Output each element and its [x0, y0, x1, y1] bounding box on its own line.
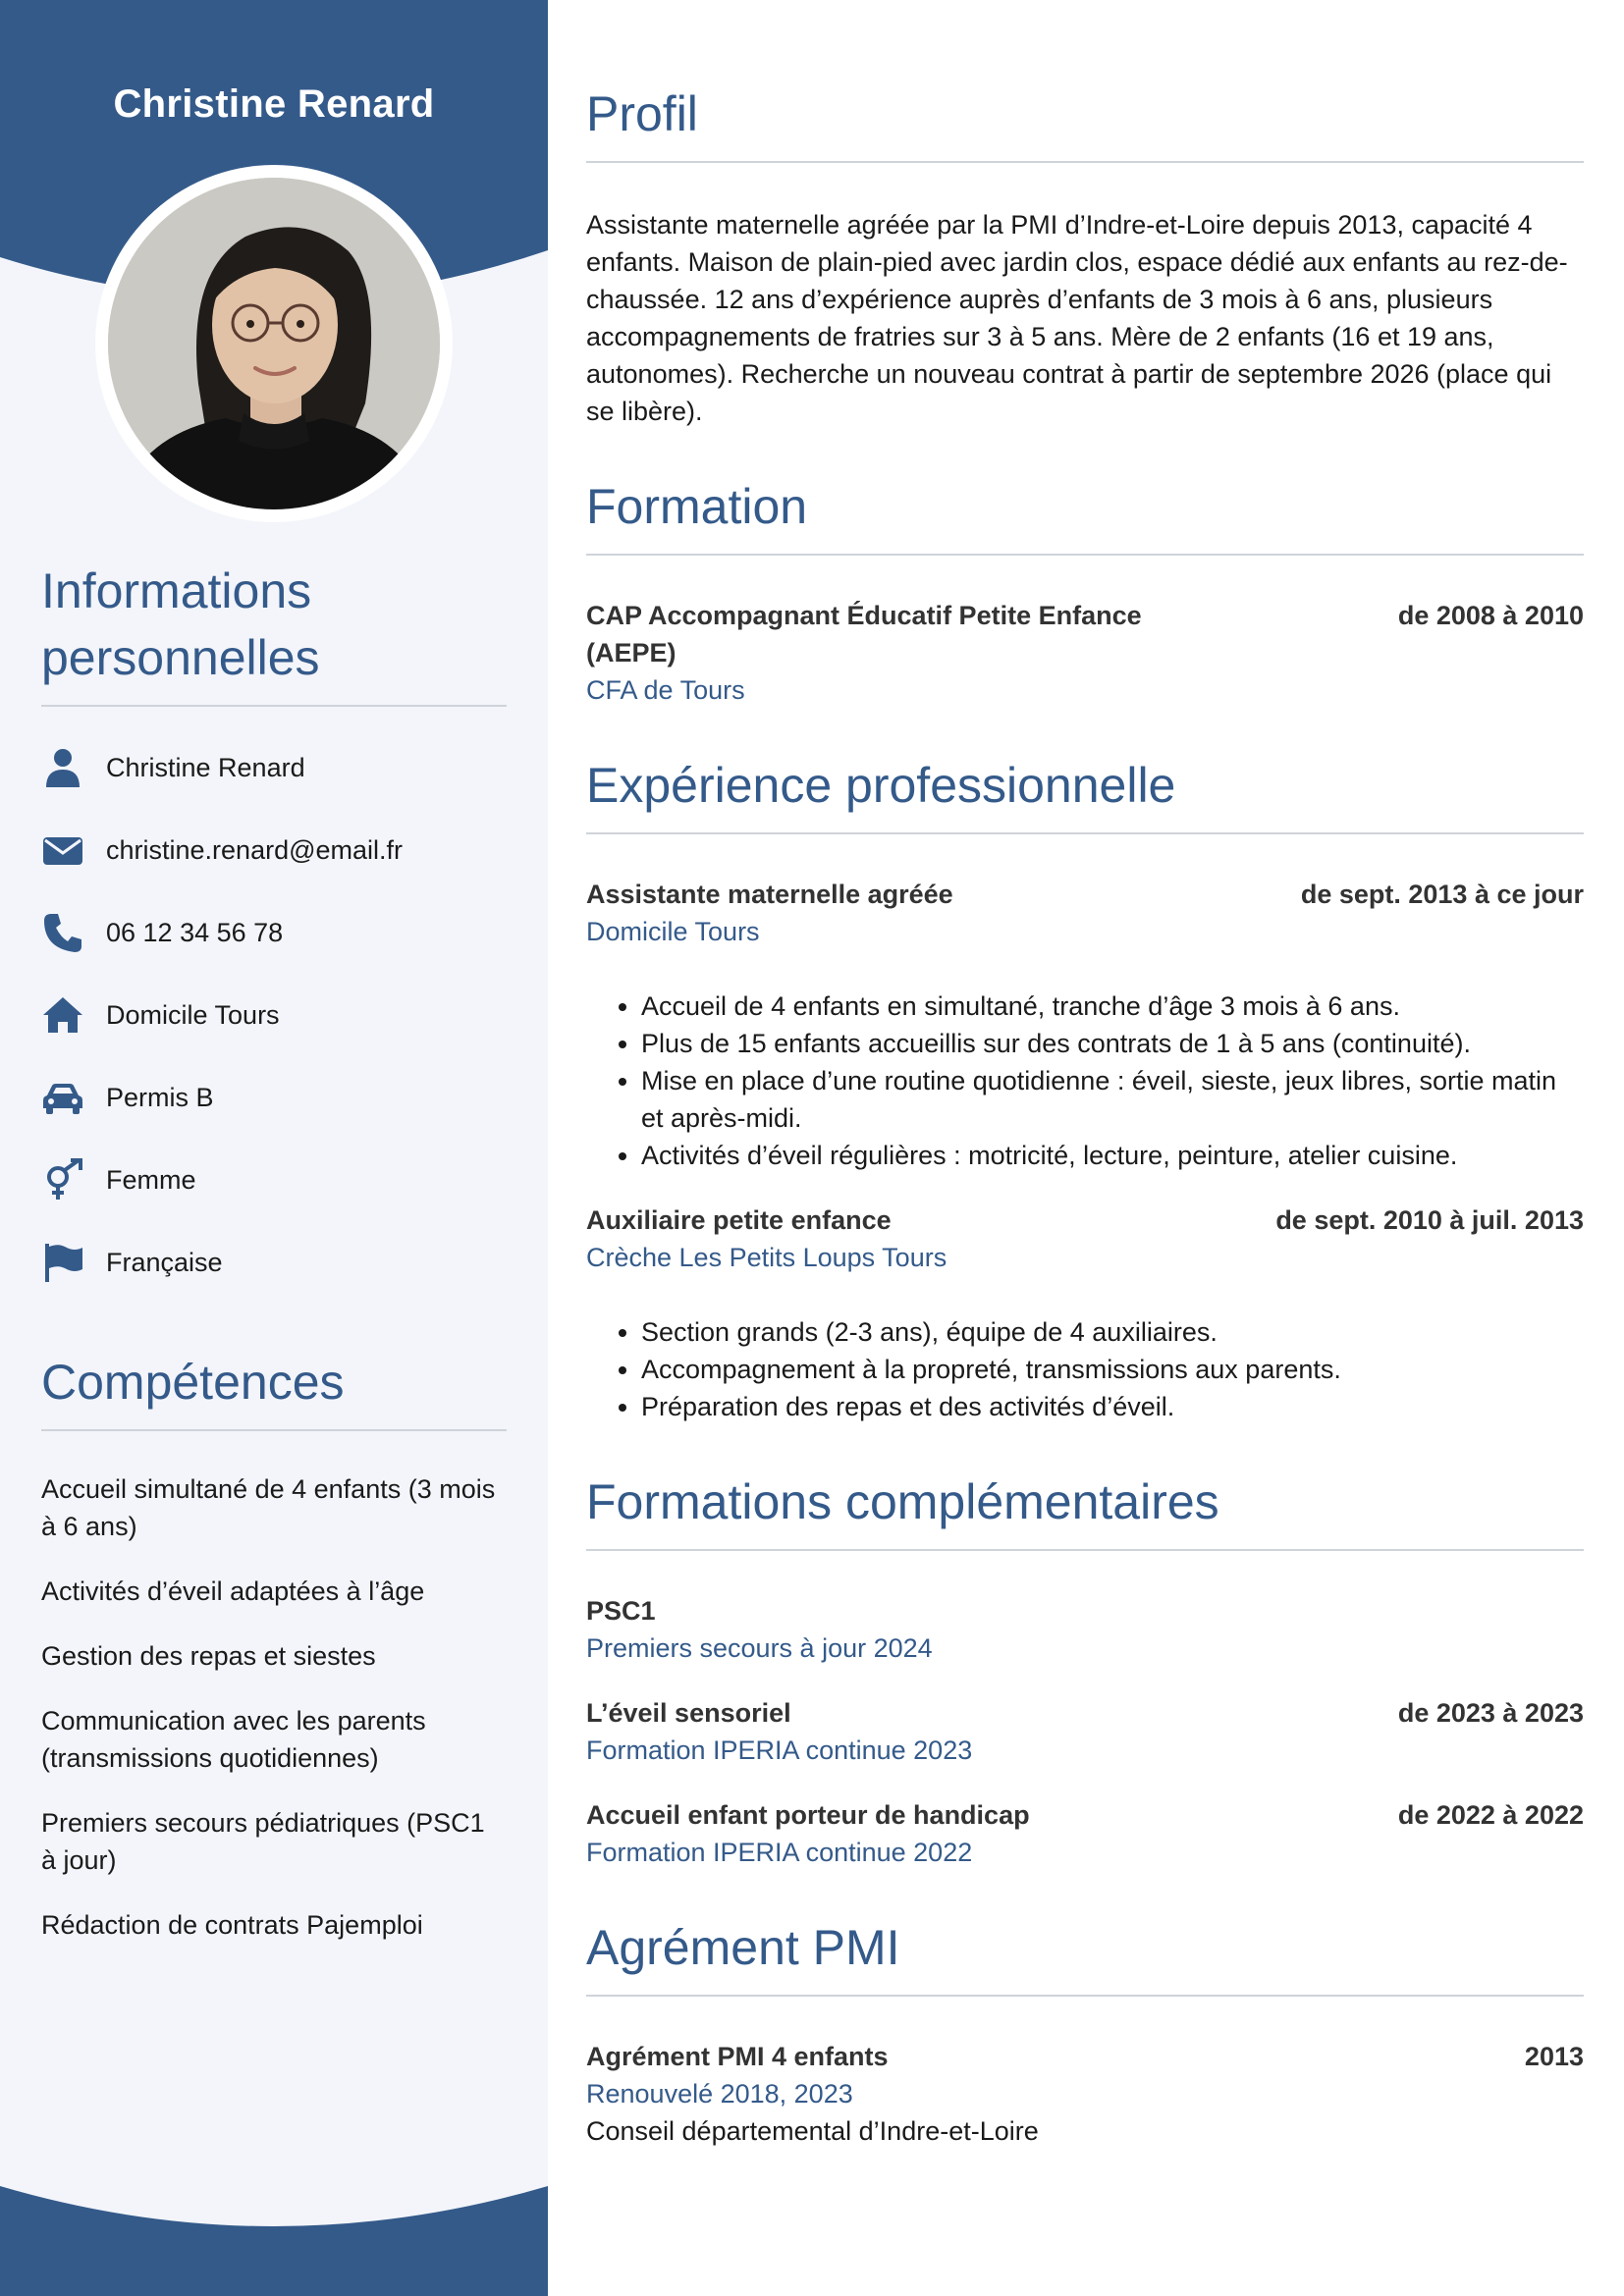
entry-authority: Conseil départemental d’Indre-et-Loire: [586, 2116, 1039, 2146]
envelope-icon: [41, 828, 84, 872]
entry-bullets: [586, 1313, 1584, 1425]
education-section: [586, 473, 1584, 709]
bullet-item: • Accueil de 4 enfants en simultané, tranche d’âge 3 mois à 6 ans.: [641, 988, 1584, 1025]
info-name-text: Christine Renard: [106, 752, 305, 782]
portrait-illustration: [108, 178, 440, 509]
info-email-text[interactable]: christine.renard@email.fr: [106, 834, 404, 865]
entry-date: de 2022 à 2022: [1397, 1800, 1584, 1830]
main-content: [586, 0, 1584, 2150]
bullet-item: • Section grands (2-3 ans), équipe de 4 auxiliaires.: [641, 1313, 1584, 1351]
bullet-item: • Préparation des repas et des activités d’éveil.: [641, 1388, 1584, 1425]
car-icon: [41, 1076, 84, 1119]
extra-training-title: Formations complémentaires: [586, 1468, 1584, 1551]
info-item-license: [41, 1056, 507, 1139]
phone-icon: [41, 911, 84, 954]
entry-title: Auxiliaire petite enfance: [586, 1205, 892, 1235]
entry-title: Assistante maternelle agréée: [586, 880, 953, 909]
approval-title: Agrément PMI: [586, 1914, 1584, 1997]
entry-title: CAP Accompagnant Éducatif Petite Enfance (AEPE): [586, 601, 1142, 667]
extra-training-section: [586, 1468, 1584, 1871]
skill-item: Premiers secours pédiatriques (PSC1 à jour): [41, 1808, 485, 1875]
info-license-text: Permis B: [106, 1082, 214, 1112]
profile-section: [586, 80, 1584, 430]
bullet-item: • Accompagnement à la propreté, transmissions aux parents.: [641, 1351, 1584, 1388]
entry-title: L’éveil sensoriel: [586, 1698, 791, 1728]
profile-text: Assistante maternelle agréée par la PMI d’Indre-et-Loire depuis 2013, capacité 4 enfants. Maison de plain-pied avec jardin clos, espace dédié aux enfants au rez-de-chaussée. 12 ans d’expérience auprès d’enfants de 3 mois à 6 ans, plusieurs accompagnements de fratries sur 3 à 5 ans. Mère de 2 enfants (16 et 19 ans, autonomes). Recherche un nouveau contrat à partir de septembre 2026 (place qui se libère).: [586, 210, 1568, 426]
approval-section: [586, 1914, 1584, 2150]
training-entry: [586, 1592, 1584, 1667]
entry-detail: Premiers secours à jour 2024: [586, 1633, 933, 1663]
skills-list: [41, 1470, 507, 1944]
info-item-email: [41, 809, 507, 891]
skill-item: Accueil simultané de 4 enfants (3 mois à 6 ans): [41, 1474, 496, 1541]
entry-title: Accueil enfant porteur de handicap: [586, 1800, 1030, 1830]
info-item-nationality: [41, 1221, 507, 1304]
training-entry: [586, 1694, 1584, 1769]
sidebar: [0, 0, 548, 2296]
entry-detail: Formation IPERIA continue 2022: [586, 1838, 973, 1867]
info-item-address: [41, 974, 507, 1056]
person-icon: [41, 746, 84, 789]
info-phone-text[interactable]: 06 12 34 56 78: [106, 917, 284, 947]
training-entry: [586, 1796, 1584, 1871]
experience-section: [586, 752, 1584, 1425]
entry-date: de 2023 à 2023: [1397, 1698, 1584, 1728]
experience-entry: [586, 876, 1584, 1174]
bullet-item: • Activités d’éveil régulières : motricité, lecture, peinture, atelier cuisine.: [641, 1137, 1584, 1174]
approval-entry: [586, 2038, 1584, 2150]
entry-title: Agrément PMI 4 enfants: [586, 2042, 889, 2071]
sidebar-footer-shape: [0, 2178, 548, 2296]
flag-icon: [41, 1241, 84, 1284]
entry-employer: Crèche Les Petits Loups Tours: [586, 1243, 947, 1272]
entry-date: de sept. 2010 à juil. 2013: [1275, 1205, 1584, 1235]
skill-item: Rédaction de contrats Pajemploi: [41, 1910, 423, 1940]
entry-employer: Domicile Tours: [586, 917, 760, 946]
entry-title: PSC1: [586, 1596, 656, 1626]
info-nationality-text: Française: [106, 1247, 223, 1277]
info-address-text: Domicile Tours: [106, 999, 280, 1030]
profile-title: Profil: [586, 80, 1584, 163]
entry-detail: Formation IPERIA continue 2023: [586, 1735, 973, 1765]
entry-date: de 2008 à 2010: [1397, 601, 1584, 630]
skill-item: Activités d’éveil adaptées à l’âge: [41, 1576, 425, 1606]
entry-date: de sept. 2013 à ce jour: [1300, 880, 1584, 909]
personal-info-list: [41, 726, 507, 1304]
personal-info-title: Informations personnelles: [41, 558, 507, 707]
skills-title: Compétences: [41, 1349, 507, 1431]
education-title: Formation: [586, 473, 1584, 556]
info-gender-text: Femme: [106, 1164, 196, 1195]
skill-item: Communication avec les parents (transmissions quotidiennes): [41, 1706, 426, 1773]
info-item-gender: [41, 1139, 507, 1221]
skill-item: Gestion des repas et siestes: [41, 1641, 376, 1671]
entry-date: 2013: [1524, 2042, 1584, 2071]
entry-bullets: [586, 988, 1584, 1174]
gender-icon: [41, 1158, 84, 1201]
candidate-name: Christine Renard: [113, 82, 435, 126]
entry-detail: Renouvelé 2018, 2023: [586, 2079, 853, 2109]
education-entry: [586, 597, 1584, 709]
personal-info-section: [41, 558, 507, 1304]
experience-entry: [586, 1201, 1584, 1425]
skills-section: [41, 1349, 507, 1944]
experience-title: Expérience professionnelle: [586, 752, 1584, 834]
info-item-name: [41, 726, 507, 809]
entry-institution: CFA de Tours: [586, 675, 745, 705]
home-icon: [41, 993, 84, 1037]
avatar: [108, 178, 440, 509]
bullet-item: • Plus de 15 enfants accueillis sur des contrats de 1 à 5 ans (continuité).: [641, 1025, 1584, 1062]
info-item-phone: [41, 891, 507, 974]
bullet-item: • Mise en place d’une routine quotidienne : éveil, sieste, jeux libres, sortie matin et après-midi.: [641, 1062, 1584, 1137]
